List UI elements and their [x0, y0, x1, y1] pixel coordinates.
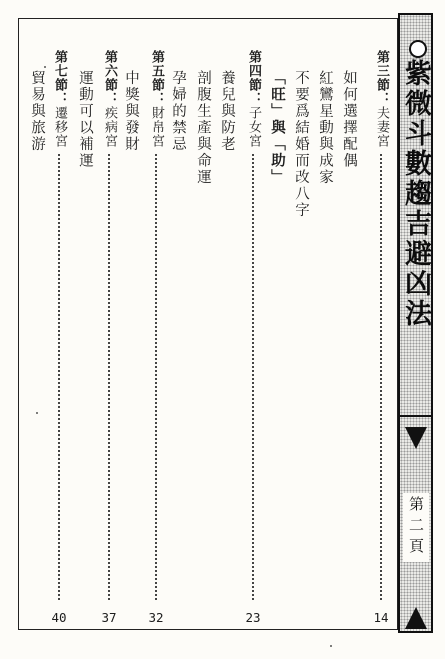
toc-section [242, 50, 264, 625]
entry-title: 「旺」與「助」 [269, 70, 286, 186]
section-label: 第七節： [52, 50, 67, 106]
entry-title: 如何選擇配偶 [341, 70, 357, 169]
page-number: 37 [101, 610, 117, 625]
dot-leader [380, 154, 382, 600]
print-speck [44, 66, 46, 68]
print-speck [36, 412, 38, 414]
section-title: 財帛宮 [149, 106, 164, 148]
toc-entry [74, 70, 96, 645]
section-label: 第五節： [149, 50, 164, 106]
page-indicator: 第二頁 [403, 493, 429, 562]
toc-entry [290, 70, 312, 645]
toc-section [48, 50, 70, 625]
print-speck [330, 645, 332, 647]
section-title: 疾病宮 [102, 106, 117, 148]
entry-title: 運動可以補運 [77, 70, 93, 169]
toc-entry [314, 70, 336, 645]
section-label: 第四節： [246, 50, 261, 106]
triangle-up-icon [405, 607, 427, 629]
triangle-down-icon [405, 427, 427, 449]
toc-entry [26, 70, 48, 645]
dot-leader [252, 154, 254, 600]
page-number: 23 [245, 610, 261, 625]
toc-entry [338, 70, 360, 645]
section-title: 遷移宮 [52, 106, 67, 148]
entry-title: 孕婦的禁忌 [170, 70, 186, 153]
page-number: 40 [51, 610, 67, 625]
toc-entry [192, 70, 214, 645]
section-label: 第三節： [374, 50, 389, 106]
toc-section [145, 50, 167, 625]
page-number: 14 [373, 610, 389, 625]
band-divider [400, 415, 431, 417]
section-label: 第六節： [102, 50, 117, 106]
section-title: 夫妻宮 [374, 106, 389, 148]
entry-title: 貿易與旅游 [29, 70, 45, 153]
toc-entry [120, 70, 142, 645]
entry-title: 紅鸞星動與成家 [317, 70, 333, 186]
title-band [398, 13, 433, 633]
page-number: 32 [148, 610, 164, 625]
book-title: 紫微斗數趨吉避凶法 [400, 59, 431, 329]
circle-ornament-icon [409, 40, 427, 58]
toc-entry [167, 70, 189, 645]
section-title: 子女宮 [246, 106, 261, 148]
entry-title: 剖腹生產與命運 [195, 70, 211, 186]
toc-entry [266, 70, 288, 645]
entry-title: 中獎與發財 [123, 70, 139, 153]
dot-leader [58, 154, 60, 600]
dot-leader [108, 154, 110, 600]
entry-title: 養兒與防老 [219, 70, 235, 153]
toc-section [98, 50, 120, 625]
toc-entry [216, 70, 238, 645]
entry-title: 不要爲結婚而改八字 [293, 70, 309, 219]
dot-leader [155, 154, 157, 600]
toc-section [370, 50, 392, 625]
